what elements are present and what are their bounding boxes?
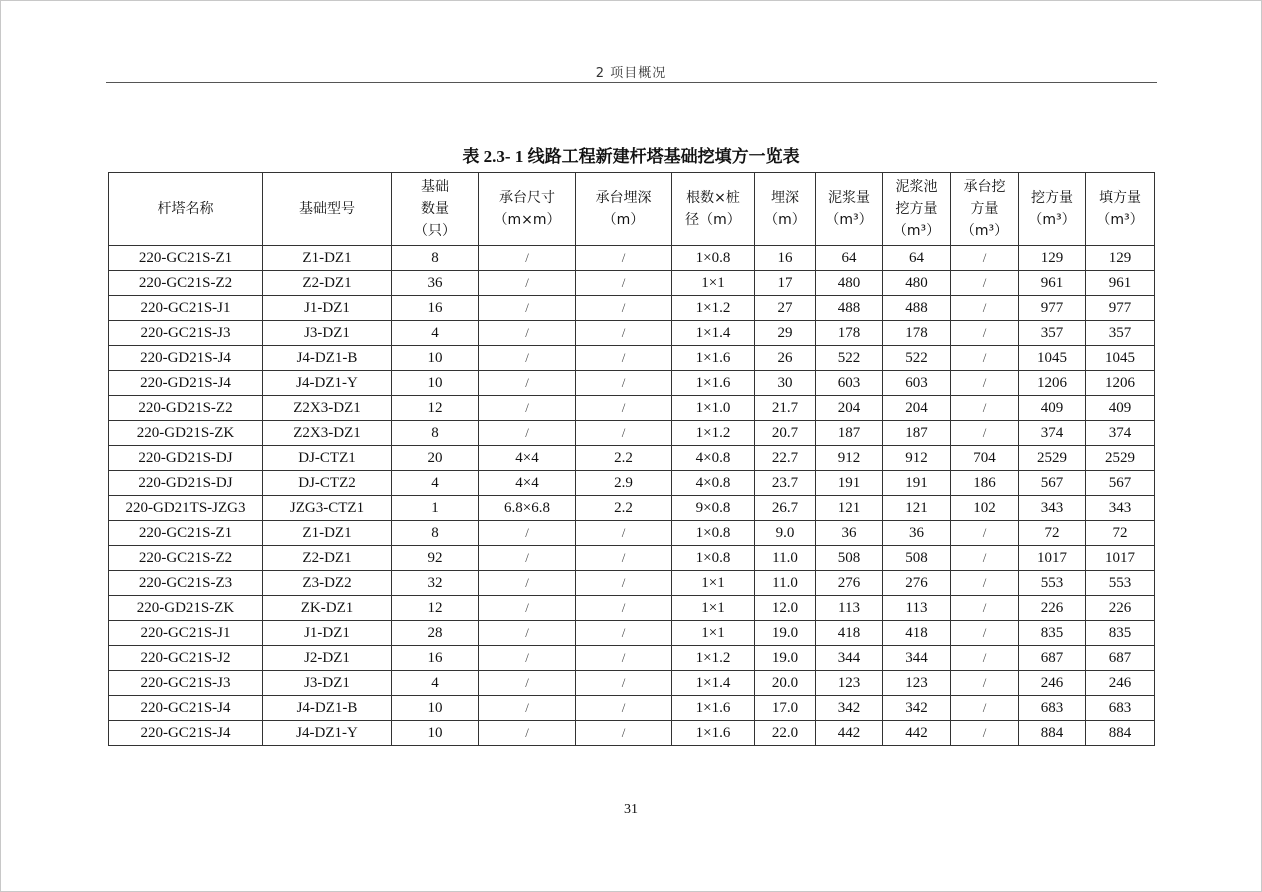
table-cell: 687: [1019, 646, 1086, 671]
table-cell: 22.0: [755, 721, 816, 746]
table-cell: 220-GD21S-DJ: [109, 471, 263, 496]
table-cell: /: [951, 371, 1019, 396]
table-cell: 22.7: [755, 446, 816, 471]
table-cell: 4×0.8: [672, 471, 755, 496]
table-cell: 17.0: [755, 696, 816, 721]
table-cell: /: [479, 321, 576, 346]
table-cell: 1×1.2: [672, 646, 755, 671]
table-cell: 226: [1019, 596, 1086, 621]
table-cell: 20: [392, 446, 479, 471]
column-header: 承台尺寸 （m×m）: [479, 173, 576, 246]
table-cell: 418: [816, 621, 883, 646]
table-cell: 2529: [1019, 446, 1086, 471]
table-cell: 276: [816, 571, 883, 596]
table-cell: 220-GC21S-Z2: [109, 271, 263, 296]
table-cell: 178: [816, 321, 883, 346]
table-cell: 884: [1019, 721, 1086, 746]
table-cell: J4-DZ1-Y: [263, 371, 392, 396]
table-cell: 113: [883, 596, 951, 621]
table-cell: 8: [392, 521, 479, 546]
table-body: [109, 246, 1155, 746]
table-cell: 2529: [1086, 446, 1155, 471]
table-cell: 357: [1086, 321, 1155, 346]
table-row: [109, 546, 1155, 571]
table-cell: 603: [883, 371, 951, 396]
table-cell: 1206: [1086, 371, 1155, 396]
table-cell: 187: [883, 421, 951, 446]
table-cell: 11.0: [755, 546, 816, 571]
table-cell: 8: [392, 246, 479, 271]
table-cell: /: [576, 721, 672, 746]
table-cell: 32: [392, 571, 479, 596]
table-cell: 123: [816, 671, 883, 696]
table-cell: /: [479, 371, 576, 396]
table-cell: 961: [1086, 271, 1155, 296]
table-cell: 220-GC21S-J4: [109, 721, 263, 746]
table-cell: /: [479, 296, 576, 321]
table-cell: 10: [392, 346, 479, 371]
table-row: [109, 621, 1155, 646]
table-cell: 522: [883, 346, 951, 371]
table-cell: /: [951, 421, 1019, 446]
table-cell: /: [576, 596, 672, 621]
header-rule: [106, 82, 1157, 83]
table-cell: 220-GC21S-Z1: [109, 521, 263, 546]
table-cell: 409: [1086, 396, 1155, 421]
table-cell: 683: [1019, 696, 1086, 721]
table-cell: 8: [392, 421, 479, 446]
table-cell: 603: [816, 371, 883, 396]
table-cell: 704: [951, 446, 1019, 471]
table-cell: 9×0.8: [672, 496, 755, 521]
table-row: [109, 471, 1155, 496]
table-cell: /: [576, 421, 672, 446]
table-cell: 912: [883, 446, 951, 471]
table-cell: 4×4: [479, 446, 576, 471]
table-cell: 220-GC21S-J3: [109, 321, 263, 346]
column-header: 根数×桩 径（m）: [672, 173, 755, 246]
table-cell: J3-DZ1: [263, 671, 392, 696]
table-cell: /: [479, 396, 576, 421]
table-cell: 204: [883, 396, 951, 421]
table-cell: 28: [392, 621, 479, 646]
table-cell: 2.9: [576, 471, 672, 496]
table-cell: 1017: [1019, 546, 1086, 571]
table-cell: 220-GD21S-ZK: [109, 421, 263, 446]
table-cell: DJ-CTZ1: [263, 446, 392, 471]
table-row: [109, 496, 1155, 521]
column-header: 埋深 （m）: [755, 173, 816, 246]
table-cell: 129: [1019, 246, 1086, 271]
table-cell: 1: [392, 496, 479, 521]
table-row: [109, 696, 1155, 721]
table-cell: 344: [816, 646, 883, 671]
table-cell: 553: [1019, 571, 1086, 596]
table-cell: J4-DZ1-B: [263, 346, 392, 371]
table-header-row: [109, 173, 1155, 246]
table-cell: 488: [816, 296, 883, 321]
table-cell: J1-DZ1: [263, 621, 392, 646]
table-cell: 1×0.8: [672, 246, 755, 271]
column-header: 泥浆池 挖方量 （m³）: [883, 173, 951, 246]
table-cell: 220-GD21S-ZK: [109, 596, 263, 621]
table-cell: 6.8×6.8: [479, 496, 576, 521]
table-cell: /: [951, 296, 1019, 321]
table-cell: /: [951, 246, 1019, 271]
table-cell: 220-GC21S-Z1: [109, 246, 263, 271]
table-cell: 187: [816, 421, 883, 446]
table-cell: 220-GD21S-J4: [109, 346, 263, 371]
table-cell: Z3-DZ2: [263, 571, 392, 596]
table-cell: /: [951, 346, 1019, 371]
table-cell: 1045: [1019, 346, 1086, 371]
table-cell: Z1-DZ1: [263, 246, 392, 271]
table-cell: 508: [816, 546, 883, 571]
table-cell: 276: [883, 571, 951, 596]
table-cell: 1×1: [672, 621, 755, 646]
table-cell: 11.0: [755, 571, 816, 596]
table-cell: /: [576, 646, 672, 671]
table-row: [109, 296, 1155, 321]
table-cell: 17: [755, 271, 816, 296]
table-cell: /: [479, 671, 576, 696]
table-cell: /: [479, 571, 576, 596]
table-cell: /: [479, 346, 576, 371]
table-cell: 1×0.8: [672, 546, 755, 571]
table-cell: /: [479, 546, 576, 571]
table-cell: 121: [883, 496, 951, 521]
table-cell: /: [951, 521, 1019, 546]
table-cell: 220-GC21S-Z3: [109, 571, 263, 596]
table-cell: 19.0: [755, 621, 816, 646]
table-cell: 36: [392, 271, 479, 296]
table-cell: 220-GC21S-J3: [109, 671, 263, 696]
column-header: 挖方量 （m³）: [1019, 173, 1086, 246]
table-cell: 23.7: [755, 471, 816, 496]
table-cell: 29: [755, 321, 816, 346]
table-cell: /: [951, 671, 1019, 696]
table-cell: 220-GC21S-J2: [109, 646, 263, 671]
table-cell: 343: [1019, 496, 1086, 521]
table-cell: 567: [1019, 471, 1086, 496]
table-cell: 374: [1086, 421, 1155, 446]
table-cell: 977: [1086, 296, 1155, 321]
table-cell: 27: [755, 296, 816, 321]
table-cell: 12: [392, 396, 479, 421]
table-cell: /: [576, 521, 672, 546]
table-cell: /: [479, 646, 576, 671]
table-cell: 884: [1086, 721, 1155, 746]
table-cell: 36: [883, 521, 951, 546]
table-cell: /: [479, 246, 576, 271]
table-row: [109, 596, 1155, 621]
table-cell: 1×1.6: [672, 371, 755, 396]
table-cell: 1045: [1086, 346, 1155, 371]
table-cell: J4-DZ1-Y: [263, 721, 392, 746]
table-cell: Z1-DZ1: [263, 521, 392, 546]
table-cell: 16: [755, 246, 816, 271]
running-header: 2 项目概况: [595, 66, 667, 81]
table-cell: 418: [883, 621, 951, 646]
table-cell: /: [576, 246, 672, 271]
table-cell: 204: [816, 396, 883, 421]
table-cell: 480: [816, 271, 883, 296]
table-cell: 220-GD21S-Z2: [109, 396, 263, 421]
table-cell: /: [951, 321, 1019, 346]
table-cell: 342: [816, 696, 883, 721]
table-cell: 19.0: [755, 646, 816, 671]
table-cell: 20.0: [755, 671, 816, 696]
table-cell: 4×0.8: [672, 446, 755, 471]
table-cell: 246: [1019, 671, 1086, 696]
table-cell: 488: [883, 296, 951, 321]
table-cell: 4: [392, 321, 479, 346]
table-cell: /: [479, 721, 576, 746]
table-cell: 961: [1019, 271, 1086, 296]
table-cell: 16: [392, 646, 479, 671]
table-cell: /: [951, 546, 1019, 571]
column-header: 承台埋深 （m）: [576, 173, 672, 246]
table-cell: Z2X3-DZ1: [263, 421, 392, 446]
table-cell: 220-GC21S-J4: [109, 696, 263, 721]
table-cell: 64: [816, 246, 883, 271]
table-row: [109, 446, 1155, 471]
table-cell: 12.0: [755, 596, 816, 621]
table-cell: 1017: [1086, 546, 1155, 571]
table-cell: 835: [1019, 621, 1086, 646]
table-cell: 2.2: [576, 446, 672, 471]
table-cell: 123: [883, 671, 951, 696]
table-cell: 246: [1086, 671, 1155, 696]
table-cell: 178: [883, 321, 951, 346]
table-cell: 1×1.2: [672, 421, 755, 446]
table-cell: 16: [392, 296, 479, 321]
table-cell: 220-GD21S-J4: [109, 371, 263, 396]
table-cell: 4: [392, 671, 479, 696]
table-cell: DJ-CTZ2: [263, 471, 392, 496]
table-cell: 2.2: [576, 496, 672, 521]
table-cell: /: [576, 346, 672, 371]
table-cell: /: [576, 571, 672, 596]
table-cell: 9.0: [755, 521, 816, 546]
table-cell: /: [576, 696, 672, 721]
table-cell: 687: [1086, 646, 1155, 671]
table-cell: 1×1: [672, 271, 755, 296]
table-cell: J2-DZ1: [263, 646, 392, 671]
table-cell: 220-GC21S-J1: [109, 621, 263, 646]
table-cell: /: [576, 371, 672, 396]
column-header: 基础型号: [263, 173, 392, 246]
table-row: [109, 396, 1155, 421]
table-cell: 10: [392, 696, 479, 721]
table-cell: Z2-DZ1: [263, 546, 392, 571]
table-cell: 4: [392, 471, 479, 496]
table-cell: 683: [1086, 696, 1155, 721]
table-cell: 553: [1086, 571, 1155, 596]
table-cell: 113: [816, 596, 883, 621]
column-header: 承台挖 方量 （m³）: [951, 173, 1019, 246]
table-cell: /: [479, 421, 576, 446]
table-cell: 1×1.4: [672, 671, 755, 696]
table-cell: 374: [1019, 421, 1086, 446]
earthwork-table: [108, 172, 1155, 746]
table-cell: /: [951, 621, 1019, 646]
table-row: [109, 521, 1155, 546]
table-row: [109, 421, 1155, 446]
table-cell: /: [576, 321, 672, 346]
table-cell: 1×1.0: [672, 396, 755, 421]
table-cell: J1-DZ1: [263, 296, 392, 321]
table-cell: /: [951, 571, 1019, 596]
table-row: [109, 371, 1155, 396]
table-cell: 92: [392, 546, 479, 571]
table-cell: 1×1.4: [672, 321, 755, 346]
table-cell: /: [479, 271, 576, 296]
table-cell: 977: [1019, 296, 1086, 321]
table-cell: 4×4: [479, 471, 576, 496]
table-cell: ZK-DZ1: [263, 596, 392, 621]
table-cell: /: [951, 596, 1019, 621]
table-cell: 409: [1019, 396, 1086, 421]
table-cell: 1×1.6: [672, 346, 755, 371]
table-cell: /: [576, 671, 672, 696]
table-cell: 36: [816, 521, 883, 546]
table-cell: 191: [816, 471, 883, 496]
table-row: [109, 246, 1155, 271]
table-cell: Z2X3-DZ1: [263, 396, 392, 421]
table-cell: 220-GD21TS-JZG3: [109, 496, 263, 521]
table-row: [109, 321, 1155, 346]
table-cell: /: [576, 621, 672, 646]
table-cell: /: [479, 596, 576, 621]
table-row: [109, 571, 1155, 596]
table-cell: 129: [1086, 246, 1155, 271]
table-caption: 表 2.3- 1 线路工程新建杆塔基础挖填方一览表: [462, 147, 800, 166]
table-cell: /: [576, 396, 672, 421]
table-cell: J3-DZ1: [263, 321, 392, 346]
table-cell: 480: [883, 271, 951, 296]
table-cell: 121: [816, 496, 883, 521]
table-row: [109, 271, 1155, 296]
table-cell: 442: [816, 721, 883, 746]
table-cell: 1×1.2: [672, 296, 755, 321]
table-cell: 342: [883, 696, 951, 721]
table-cell: 567: [1086, 471, 1155, 496]
table-cell: 220-GD21S-DJ: [109, 446, 263, 471]
table-cell: 1×1: [672, 596, 755, 621]
table-cell: 21.7: [755, 396, 816, 421]
table-cell: /: [479, 621, 576, 646]
column-header: 填方量 （m³）: [1086, 173, 1155, 246]
table-cell: 1×0.8: [672, 521, 755, 546]
table-cell: 1×1: [672, 571, 755, 596]
table-cell: 102: [951, 496, 1019, 521]
table-cell: J4-DZ1-B: [263, 696, 392, 721]
table-row: [109, 346, 1155, 371]
table-cell: 1206: [1019, 371, 1086, 396]
table-cell: 220-GC21S-Z2: [109, 546, 263, 571]
table-cell: 912: [816, 446, 883, 471]
table-cell: 357: [1019, 321, 1086, 346]
page-number: 31: [624, 802, 638, 817]
table-cell: /: [951, 646, 1019, 671]
table-cell: 1×1.6: [672, 721, 755, 746]
table-cell: 10: [392, 371, 479, 396]
table-cell: 191: [883, 471, 951, 496]
table-cell: Z2-DZ1: [263, 271, 392, 296]
table-cell: 12: [392, 596, 479, 621]
table-cell: 26: [755, 346, 816, 371]
table-cell: 226: [1086, 596, 1155, 621]
table-cell: JZG3-CTZ1: [263, 496, 392, 521]
column-header: 杆塔名称: [109, 173, 263, 246]
table-cell: 1×1.6: [672, 696, 755, 721]
table-cell: 344: [883, 646, 951, 671]
table-cell: 522: [816, 346, 883, 371]
table-cell: /: [951, 396, 1019, 421]
table-cell: 72: [1019, 521, 1086, 546]
column-header: 泥浆量 （m³）: [816, 173, 883, 246]
table-cell: 186: [951, 471, 1019, 496]
table-cell: 508: [883, 546, 951, 571]
table-cell: 220-GC21S-J1: [109, 296, 263, 321]
table-cell: /: [951, 696, 1019, 721]
table-cell: /: [479, 696, 576, 721]
table-row: [109, 646, 1155, 671]
table-cell: /: [951, 271, 1019, 296]
table-row: [109, 671, 1155, 696]
table-row: [109, 721, 1155, 746]
table-cell: 10: [392, 721, 479, 746]
table-cell: /: [576, 296, 672, 321]
table-cell: 26.7: [755, 496, 816, 521]
table-cell: /: [576, 271, 672, 296]
column-header: 基础 数量 （只）: [392, 173, 479, 246]
table-cell: 343: [1086, 496, 1155, 521]
table-cell: 835: [1086, 621, 1155, 646]
table-cell: /: [576, 546, 672, 571]
table-cell: 20.7: [755, 421, 816, 446]
table-cell: /: [951, 721, 1019, 746]
table-cell: /: [479, 521, 576, 546]
table-cell: 64: [883, 246, 951, 271]
table-cell: 30: [755, 371, 816, 396]
table-cell: 72: [1086, 521, 1155, 546]
table-cell: 442: [883, 721, 951, 746]
